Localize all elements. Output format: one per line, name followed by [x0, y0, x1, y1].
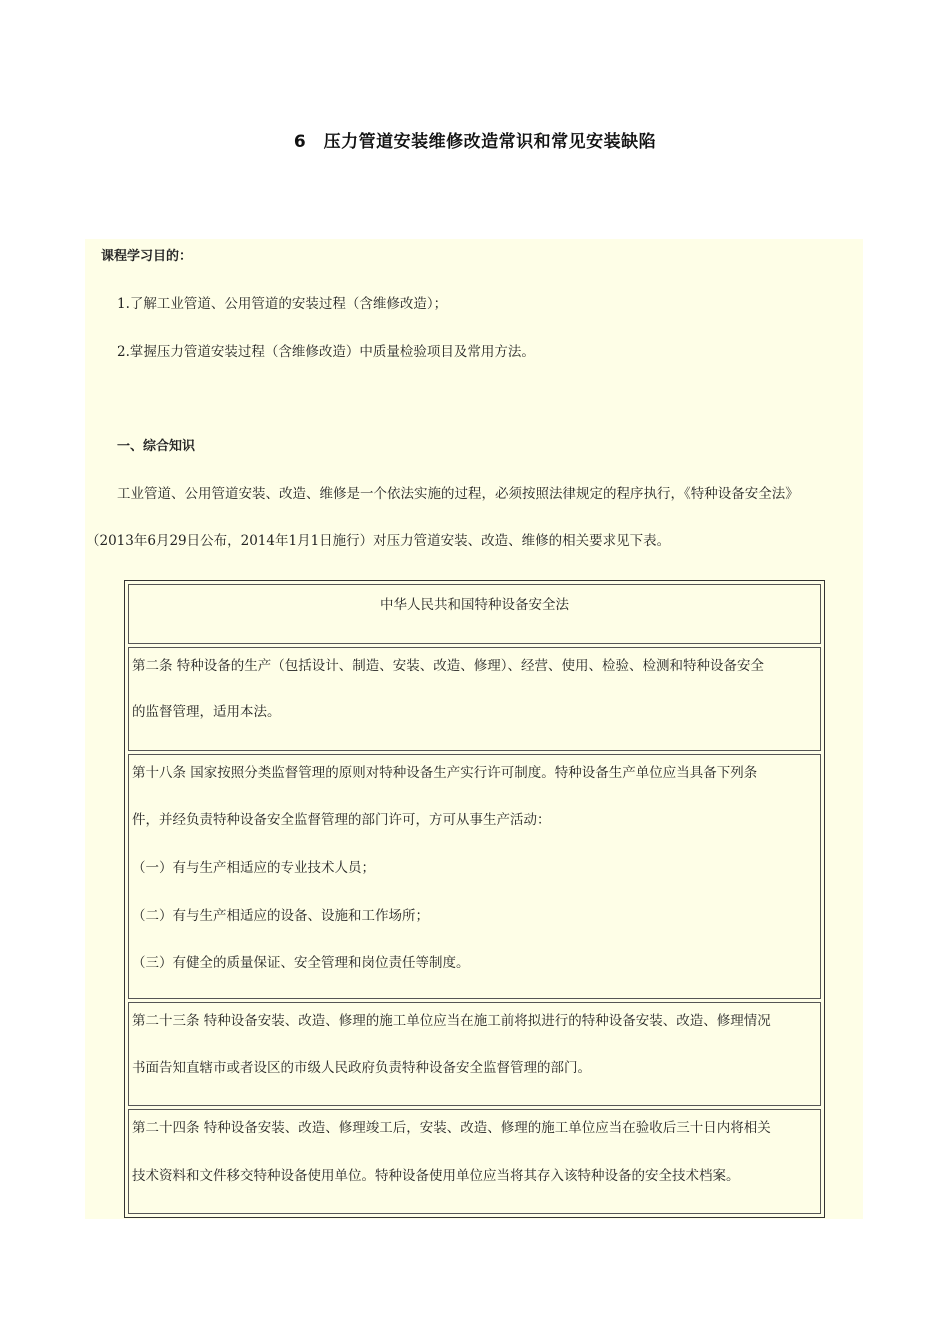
article-18-item-2: （二）有与生产相适应的设备、设施和工作场所；	[132, 908, 429, 924]
law-table	[124, 580, 825, 1218]
objective-item-2: 2.掌握压力管道安装过程（含维修改造）中质量检验项目及常用方法。	[117, 344, 535, 360]
article-23-line-2: 书面告知直辖市或者设区的市级人民政府负责特种设备安全监督管理的部门。	[132, 1060, 591, 1076]
article-2-line-1: 第二条 特种设备的生产（包括设计、制造、安装、改造、修理）、经营、使用、检验、检测和特种设备安全	[132, 658, 765, 674]
article-18-item-1: （一）有与生产相适应的专业技术人员；	[132, 860, 375, 876]
table-row-article-2	[128, 647, 821, 751]
page-title: 6 压力管道安装维修改造常识和常见安装缺陷	[293, 132, 657, 152]
table-row-article-23	[128, 1002, 821, 1106]
article-18-line-1: 第十八条 国家按照分类监督管理的原则对特种设备生产实行许可制度。特种设备生产单位应当具备下列条	[132, 765, 758, 781]
intro-paragraph-line-1: 工业管道、公用管道安装、改造、维修是一个依法实施的过程，必须按照法律规定的程序执行，《特种设备安全法》	[117, 486, 799, 502]
article-23-line-1: 第二十三条 特种设备安装、改造、修理的施工单位应当在施工前将拟进行的特种设备安装、改造、修理情况	[132, 1013, 771, 1029]
table-header: 中华人民共和国特种设备安全法	[380, 597, 569, 613]
table-header-cell	[128, 584, 821, 644]
objectives-heading: 课程学习目的：	[101, 249, 193, 264]
article-2-line-2: 的监督管理，适用本法。	[132, 704, 281, 720]
intro-paragraph-line-2: （2013年6月29日公布，2014年1月1日施行）对压力管道安装、改造、维修的相关要求见下表。	[86, 533, 671, 549]
table-row-article-24	[128, 1109, 821, 1214]
article-24-line-1: 第二十四条 特种设备安装、改造、修理竣工后，安装、改造、修理的施工单位应当在验收后三十日内将相关	[132, 1120, 771, 1136]
table-row-article-18	[128, 754, 821, 999]
objective-item-1: 1.了解工业管道、公用管道的安装过程（含维修改造）；	[117, 296, 448, 312]
article-24-line-2: 技术资料和文件移交特种设备使用单位。特种设备使用单位应当将其存入该特种设备的安全技术档案。	[132, 1168, 740, 1184]
section-heading: 一、综合知识	[117, 439, 196, 454]
article-18-line-2: 件，并经负责特种设备安全监督管理的部门许可，方可从事生产活动：	[132, 812, 551, 828]
article-18-item-3: （三）有健全的质量保证、安全管理和岗位责任等制度。	[132, 955, 470, 971]
